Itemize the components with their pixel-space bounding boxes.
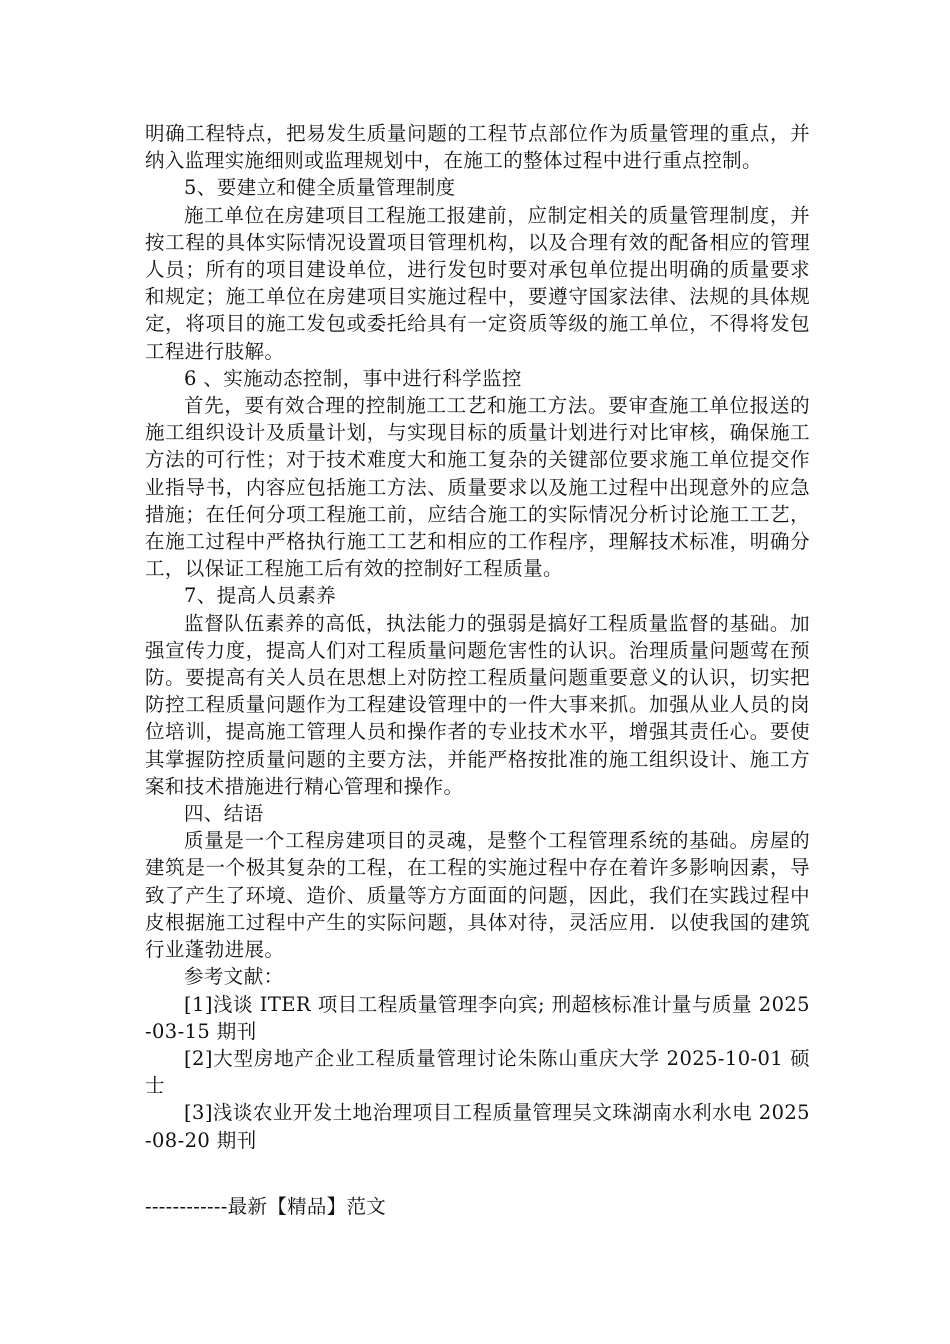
reference-item: [2]大型房地产企业工程质量管理讨论朱陈山重庆大学 2025-10-01 硕士 — [145, 1046, 810, 1098]
section-heading-6: 6 、实施动态控制，事中进行科学监控 — [184, 366, 522, 390]
section-heading-conclusion: 四、结语 — [184, 802, 264, 826]
document-body — [145, 120, 810, 1154]
page-footer: ------------最新【精品】范文 — [145, 1195, 387, 1218]
paragraph: 监督队伍素养的高低，执法能力的强弱是搞好工程质量监督的基础。加强宣传力度，提高人们对工程质量问题危害性的认识。治理质量问题莺在预防。要提高有关人员在思想上对防控工程质量问题重要意义的认识，切实把防控工程质量问题作为工程建设管理中的一件大事来抓。加强从业人员的岗位培训，提高施工管理人员和操作者的专业技术水平，增强其责任心。要使其掌握防控质量问题的主要方法，并能严格按批准的施工组织设计、施工方案和技术措施进行精心管理和操作。 — [145, 611, 810, 798]
reference-item: [1]浅谈 ITER 项目工程质量管理李向宾; 刑超核标准计量与质量 2025-03-15 期刊 — [145, 992, 810, 1043]
references-heading: 参考文献： — [184, 965, 284, 989]
section-heading-7: 7、提高人员素养 — [184, 584, 337, 608]
paragraph: 施工单位在房建项目工程施工报建前，应制定相关的质量管理制度，并按工程的具体实际情况设置项目管理机构，以及合理有效的配备相应的管理人员；所有的项目建设单位，进行发包时要对承包单位提出明确的质量要求和规定；施工单位在房建项目实施过程中，要遵守国家法律、法规的具体规定，将项目的施工发包或委托给具有一定资质等级的施工单位，不得将发包工程进行肢解。 — [145, 203, 810, 363]
reference-item: [3]浅谈农业开发土地治理项目工程质量管理吴文珠湖南水利水电 2025-08-20 期刊 — [145, 1101, 810, 1152]
paragraph: 首先，要有效合理的控制施工工艺和施工方法。要审查施工单位报送的施工组织设计及质量计划，与实现目标的质量计划进行对比审核，确保施工方法的可行性；对于技术难度大和施工复杂的关键部位要求施工单位提交作业指导书，内容应包括施工方法、质量要求以及施工过程中出现意外的应急措施；在任何分项工程施工前，应结合施工的实际情况分析讨论施工工艺，在施工过程中严格执行施工工艺和相应的工作程序，理解技术标准，明确分工，以保证工程施工后有效的控制好工程质量。 — [145, 394, 810, 581]
paragraph-continuation: 明确工程特点，把易发生质量问题的工程节点部位作为质量管理的重点，并纳入监理实施细则或监理规划中，在施工的整体过程中进行重点控制。 — [145, 122, 810, 173]
section-heading-5: 5、要建立和健全质量管理制度 — [184, 176, 456, 200]
paragraph: 质量是一个工程房建项目的灵魂，是整个工程管理系统的基础。房屋的建筑是一个极其复杂的工程，在工程的实施过程中存在着许多影响因素，导致了产生了环境、造价、质量等方方面面的问题，因此，我们在实践过程中皮根据施工过程中产生的实际问题，具体对待，灵活应用．以使我国的建筑行业蓬勃进展。 — [145, 829, 810, 962]
